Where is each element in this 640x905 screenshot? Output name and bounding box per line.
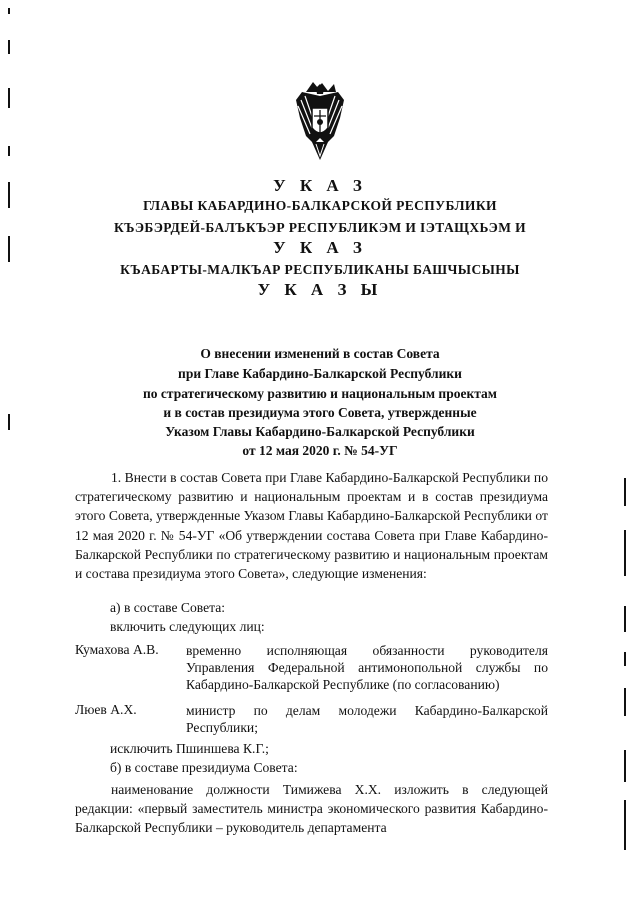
person-name: Люев А.Х. (75, 702, 137, 717)
include-line: включить следующих лиц: (110, 619, 265, 634)
decree-title-line: при Главе Кабардино-Балкарской Республики (178, 366, 462, 381)
issuer-line-bal: КЪАБАРТЫ-МАЛКЪАР РЕСПУБЛИКАНЫ БАШЧЫСЫНЫ (120, 262, 520, 277)
decree-heading-ru: У К А З (273, 176, 367, 195)
scan-mark (624, 478, 626, 506)
scan-mark (624, 800, 626, 850)
exclude-line: исключить Пшиншева К.Г.; (110, 741, 269, 756)
scan-mark (8, 146, 10, 156)
scan-mark (624, 750, 626, 782)
scan-mark (8, 88, 10, 108)
paragraph-1: 1. Внести в состав Совета при Главе Кабардино-Балкарской Республики по стратегическому развитию и национальным проектам и в состав президиума этого Совета, утвержденные Указом Главы Кабардино-Балкарской Республики от 12 мая 2020 г. № 54-УГ «Об утверждении состава Совета при Главе Кабардино-Балкарской Республики по стратегическому развитию и национальным проектам и состава президиума этого Совета», следующие изменения: (75, 470, 548, 582)
scan-mark (8, 8, 10, 14)
coat-of-arms-emblem (292, 78, 348, 164)
decree-heading-bal: У К А З Ы (257, 280, 383, 299)
scan-mark (624, 530, 626, 576)
scan-mark (624, 652, 626, 666)
item-b: б) в составе президиума Совета: (110, 760, 298, 775)
decree-title-line: О внесении изменений в состав Совета (200, 346, 440, 361)
decree-title-line: и в состав президиума этого Совета, утвержденные (163, 405, 477, 420)
decree-title-line: от 12 мая 2020 г. № 54-УГ (242, 443, 398, 458)
person-name: Кумахова А.В. (75, 642, 159, 657)
issuer-line-ru: ГЛАВЫ КАБАРДИНО-БАЛКАРСКОЙ РЕСПУБЛИКИ (143, 198, 497, 213)
scan-mark (8, 40, 10, 54)
person-position: временно исполняющая обязанности руководителя Управления Федеральной антимонопольной службы по Кабардино-Балкарской Республике (по согласованию) (186, 643, 548, 692)
decree-heading-kab: У К А З (273, 238, 367, 257)
scan-mark (624, 606, 626, 632)
item-a: а) в составе Совета: (110, 600, 226, 615)
person-position: министр по делам молодежи Кабардино-Балкарской Республики; (186, 703, 548, 735)
decree-title-line: по стратегическому развитию и национальным проектам (143, 386, 497, 401)
scan-mark (624, 688, 626, 716)
paragraph-2: наименование должности Тимижева Х.Х. изложить в следующей редакции: «первый заместитель министра экономического развития Кабардино-Балкарской Республики – руководитель департамента (75, 782, 548, 836)
decree-title-line: Указом Главы Кабардино-Балкарской Республики (165, 424, 475, 439)
issuer-line-kab: КЪЭБЭРДЕЙ-БАЛЪКЪЭР РЕСПУБЛИКЭМ И ІЭТАЩХЬЭМ И (113, 220, 527, 235)
